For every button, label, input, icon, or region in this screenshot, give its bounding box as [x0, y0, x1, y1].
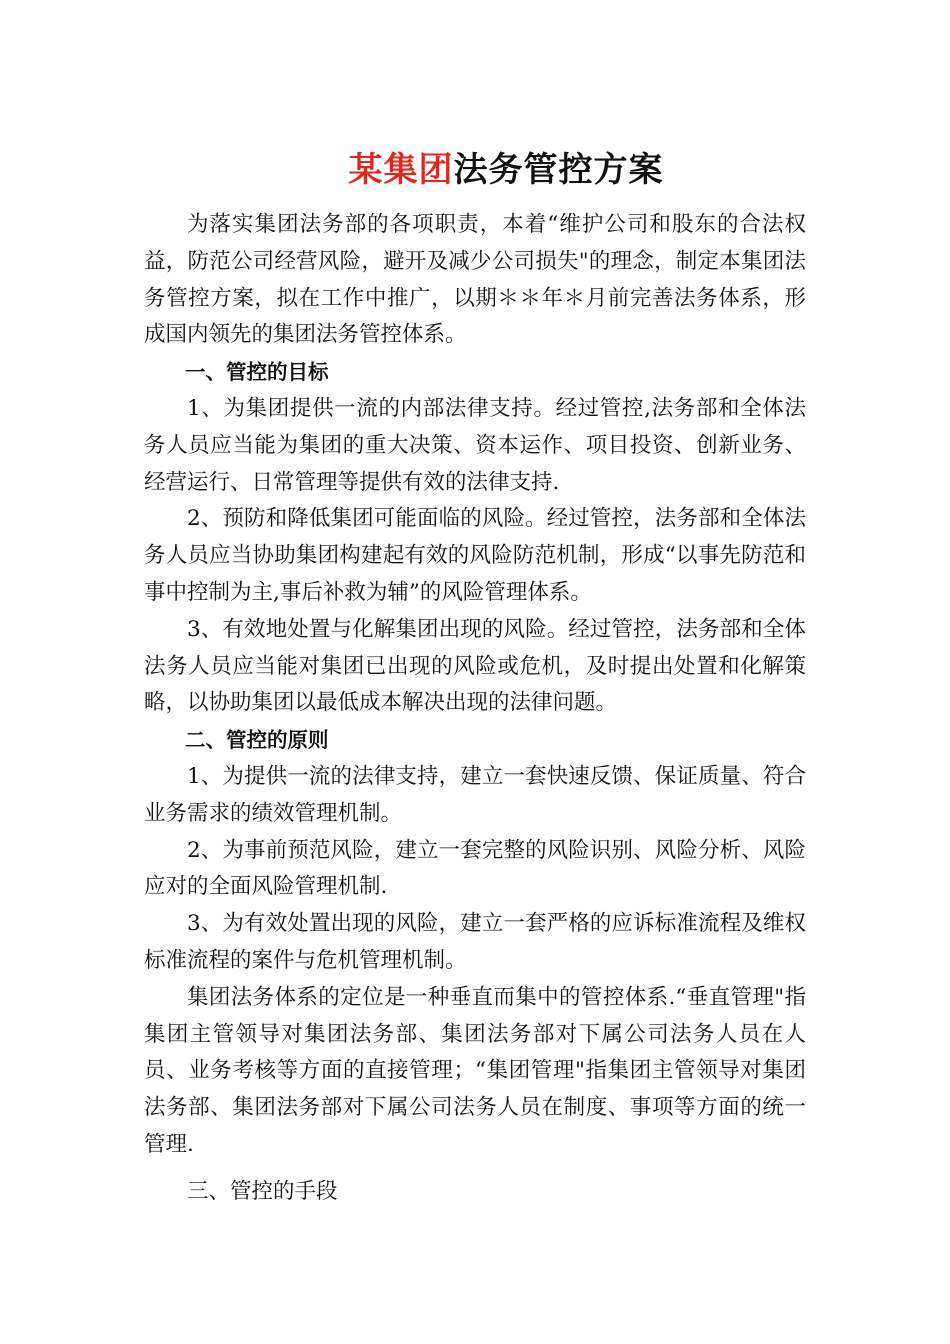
section-heading-means: 三、管控的手段 [187, 1178, 338, 1204]
section-heading-goals: 一、管控的目标 [185, 360, 329, 385]
title-rest: 法务管控方案 [453, 150, 664, 190]
goal-item-3: 3、有效地处置与化解集团出现的风险。经过管控，法务部和全体法务人员应当能对集团已出现的风险或危机，及时提出处置和化解策略，以协助集团以最低成本解决出现的法律问题。 [144, 616, 806, 716]
document-body [144, 207, 806, 1211]
principle-item-3: 3、为有效处置出现的风险，建立一套严格的应诉标准流程及维权标准流程的案件与危机管理机制。 [144, 911, 806, 973]
title-highlight: 某集团 [348, 150, 454, 190]
goal-item-1: 1、为集团提供一流的内部法律支持。经过管控,法务部和全体法务人员应当能为集团的重大决策、资本运作、项目投资、创新业务、经营运行、日常管理等提供有效的法律支持. [144, 395, 806, 495]
intro-paragraph: 为落实集团法务部的各项职责，本着“维护公司和股东的合法权益，防范公司经营风险，避开及减少公司损失"的理念，制定本集团法务管控方案，拟在工作中推广，以期＊＊年＊月前完善法务体系，形成国内领先的集团法务管控体系。 [144, 212, 806, 348]
goal-item-2: 2、预防和降低集团可能面临的风险。经过管控，法务部和全体法务人员应当协助集团构建起有效的风险防范机制，形成“以事先防范和事中控制为主,事后补救为辅”的风险管理体系。 [144, 506, 806, 605]
principle-item-1: 1、为提供一流的法律支持，建立一套快速反馈、保证质量、符合业务需求的绩效管理机制。 [144, 763, 806, 826]
document-title [0, 142, 950, 191]
positioning-paragraph: 集团法务体系的定位是一种垂直而集中的管控体系.“垂直管理"指集团主管领导对集团法务部、集团法务部对下属公司法务人员在人员、业务考核等方面的直接管理；“集团管理"指集团主管领导对集团法务部、集团法务部对下属公司法务人员在制度、事项等方面的统一管理. [144, 984, 806, 1157]
principle-item-2: 2、为事前预范风险，建立一套完整的风险识别、风险分析、风险应对的全面风险管理机制. [144, 837, 806, 900]
section-heading-principles: 二、管控的原则 [185, 728, 329, 753]
